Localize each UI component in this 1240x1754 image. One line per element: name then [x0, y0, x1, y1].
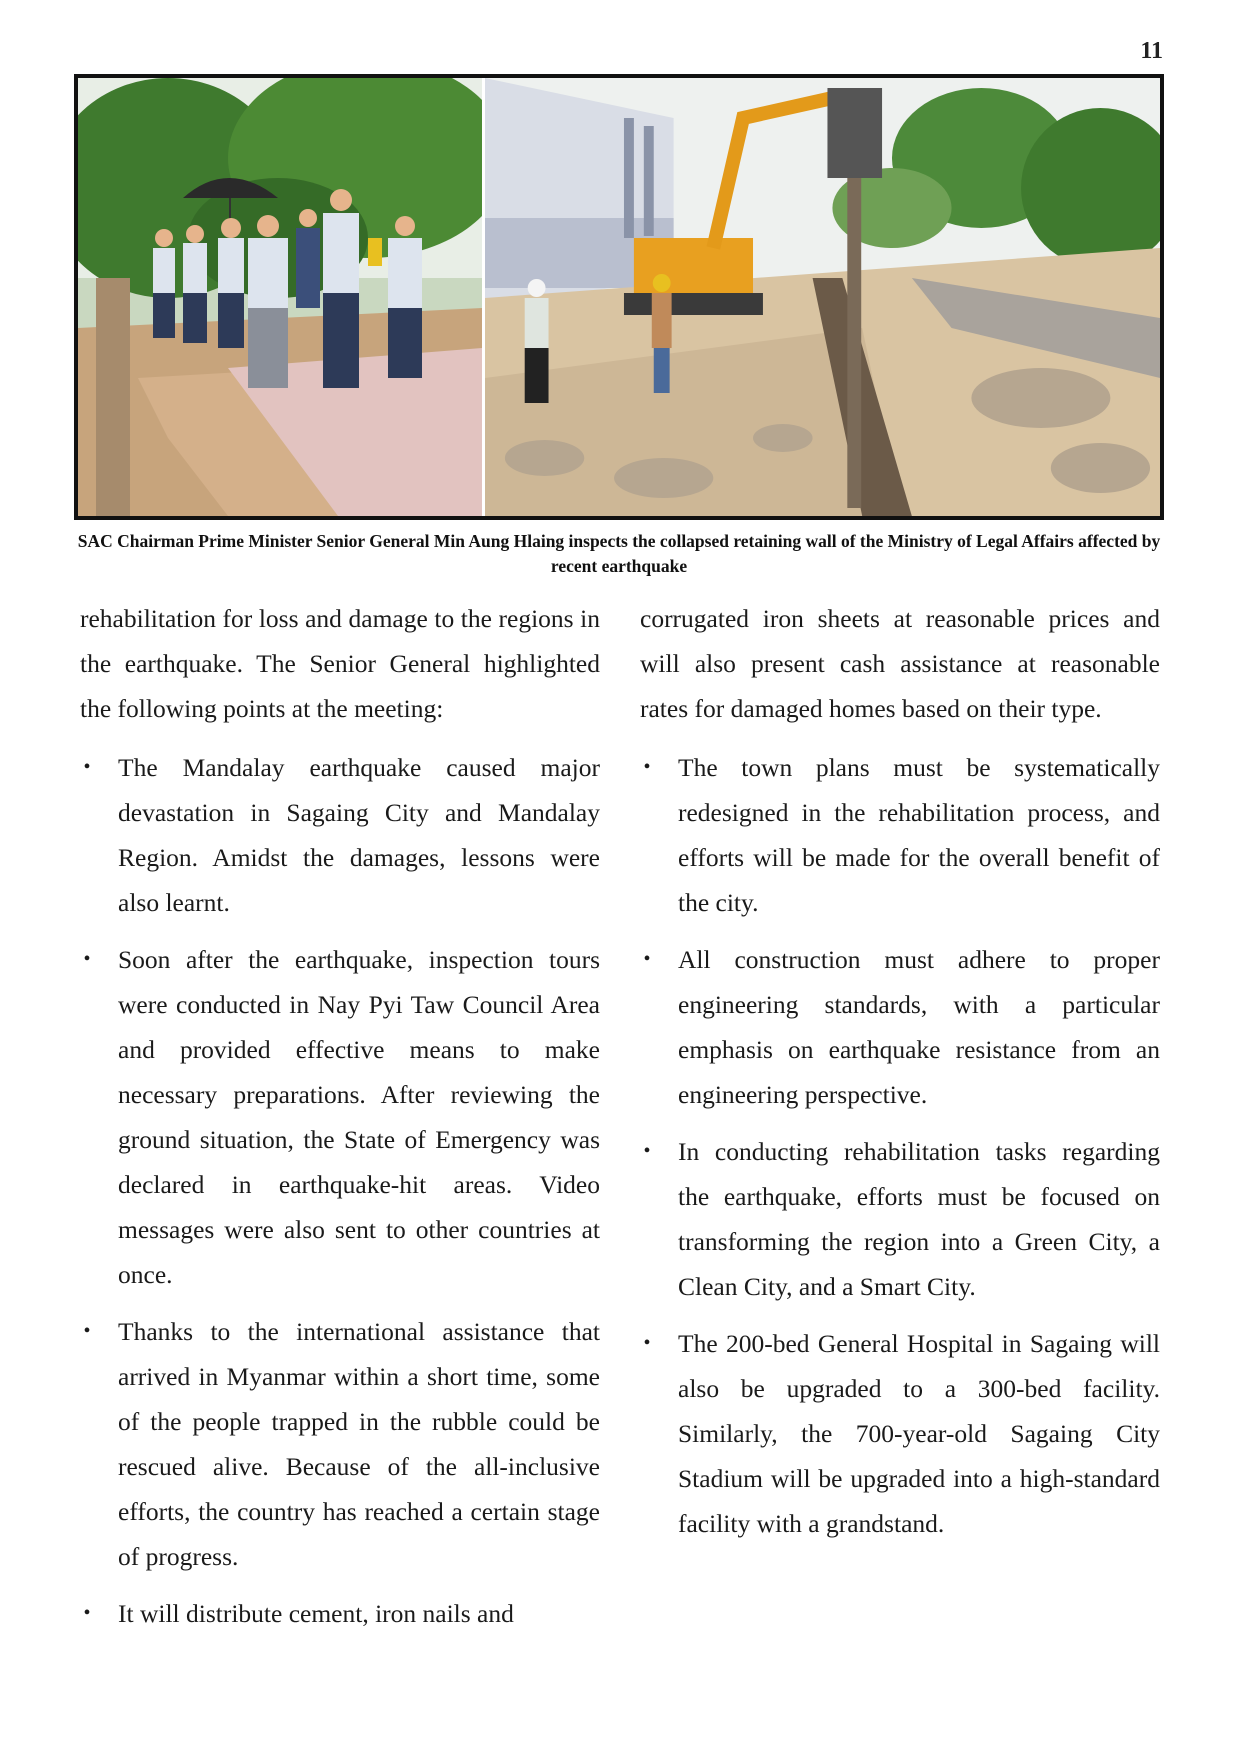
photo-inspection	[78, 78, 485, 516]
bullet-icon: •	[83, 756, 91, 778]
list-item: • The town plans must be systematically redesigned in the rehabilitation process, and efforts will be made for the overall benefit of the city.	[640, 745, 1160, 925]
list-item: • It will distribute cement, iron nails and	[80, 1591, 600, 1636]
bullet-icon: •	[643, 756, 651, 778]
photo-construction	[485, 78, 1160, 516]
list-item: • Soon after the earthquake, inspection tours were conducted in Nay Pyi Taw Council Area and provided effective means to make necessary preparations. After reviewing the ground situation, the State of Emergency was declared in earthquake-hit areas. Video messages were also sent to other countries at once.	[80, 937, 600, 1297]
right-intro-paragraph: corrugated iron sheets at reasonable prices and will also present cash assistance at reasonable rates for damaged homes based on their type.	[640, 604, 1160, 723]
left-intro-paragraph: rehabilitation for loss and damage to the regions in the earthquake. The Senior General highlighted the following points at the meeting:	[80, 604, 600, 723]
right-column	[640, 596, 1160, 1558]
right-bullet-list	[640, 745, 1160, 1546]
photo-frame	[74, 74, 1164, 520]
bullet-icon: •	[83, 1602, 91, 1624]
left-column	[80, 596, 600, 1648]
bullet-icon: •	[83, 1320, 91, 1342]
bullet-icon: •	[643, 948, 651, 970]
photo-inspection-group-icon	[78, 78, 482, 516]
list-item: • The Mandalay earthquake caused major devastation in Sagaing City and Mandalay Region. Amidst the damages, lessons were also learnt.	[80, 745, 600, 925]
list-item: • The 200-bed General Hospital in Sagaing will also be upgraded to a 300-bed facility. Similarly, the 700-year-old Sagaing City Stadium will be upgraded into a high-standard facility with a grandstand.	[640, 1321, 1160, 1546]
list-item: • Thanks to the international assistance that arrived in Myanmar within a short time, some of the people trapped in the rubble could be rescued alive. Because of the all-inclusive efforts, the country has reached a certain stage of progress.	[80, 1309, 600, 1579]
list-item: • All construction must adhere to proper engineering standards, with a particular emphasis on earthquake resistance from an engineering perspective.	[640, 937, 1160, 1117]
left-bullet-list	[80, 745, 600, 1636]
bullet-icon: •	[643, 1332, 651, 1354]
page-number: 11	[1140, 38, 1163, 64]
bullet-icon: •	[643, 1140, 651, 1162]
bullet-icon: •	[83, 948, 91, 970]
photo-construction-site-icon	[485, 78, 1160, 516]
photo-caption: SAC Chairman Prime Minister Senior General Min Aung Hlaing inspects the collapsed retaining wall of the Ministry of Legal Affairs affected by recent earthquake	[77, 531, 1161, 576]
list-item: • In conducting rehabilitation tasks regarding the earthquake, efforts must be focused on transforming the region into a Green City, a Clean City, and a Smart City.	[640, 1129, 1160, 1309]
